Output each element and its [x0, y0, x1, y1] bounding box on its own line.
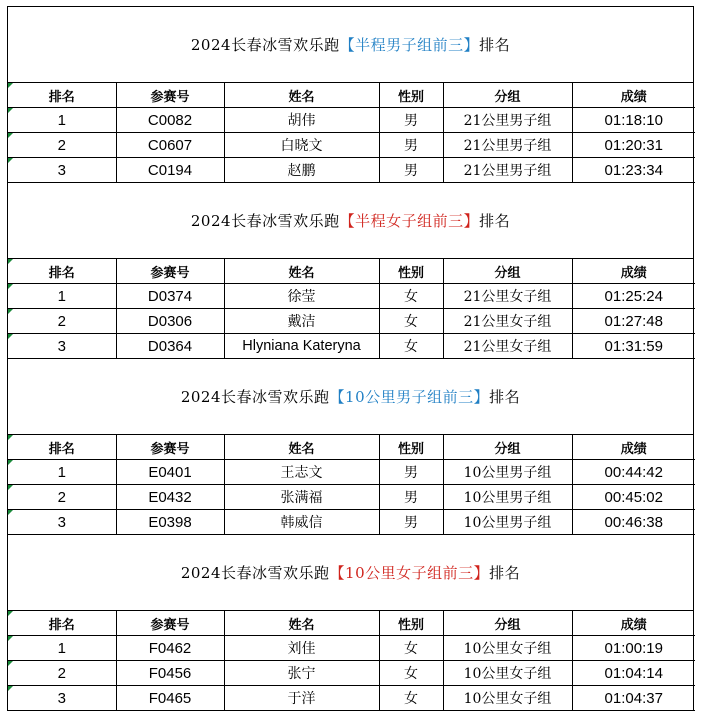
- title-prefix: 2024长春冰雪欢乐跑: [180, 388, 330, 406]
- header-row: [8, 435, 695, 460]
- cell-time: 01:27:48: [572, 309, 695, 334]
- results-sheet: [7, 6, 694, 711]
- cell-group: 21公里男子组: [443, 108, 572, 133]
- header-time: 成绩: [572, 435, 695, 460]
- section-10k-men: [8, 359, 693, 535]
- cell-group: 10公里女子组: [443, 636, 572, 661]
- header-name: 姓名: [224, 435, 379, 460]
- cell-bib: D0364: [116, 334, 224, 359]
- cell-group: 21公里女子组: [443, 334, 572, 359]
- section-title: [8, 7, 693, 83]
- cell-rank: 3: [8, 510, 116, 535]
- cell-bib: C0082: [116, 108, 224, 133]
- results-table: [8, 611, 695, 711]
- title-suffix: 排名: [489, 388, 521, 406]
- section-title: [8, 359, 693, 435]
- cell-gender: 女: [379, 334, 443, 359]
- cell-gender: 男: [379, 108, 443, 133]
- results-table: [8, 259, 695, 359]
- cell-gender: 女: [379, 284, 443, 309]
- header-bib: 参赛号: [116, 435, 224, 460]
- cell-group: 21公里女子组: [443, 309, 572, 334]
- header-time: 成绩: [572, 611, 695, 636]
- cell-bib: D0374: [116, 284, 224, 309]
- cell-group: 10公里女子组: [443, 686, 572, 711]
- cell-bib: E0401: [116, 460, 224, 485]
- cell-gender: 女: [379, 636, 443, 661]
- header-group: 分组: [443, 611, 572, 636]
- cell-gender: 男: [379, 158, 443, 183]
- header-name: 姓名: [224, 611, 379, 636]
- cell-rank: 1: [8, 284, 116, 309]
- cell-rank: 2: [8, 485, 116, 510]
- cell-name: 王志文: [224, 460, 379, 485]
- table-row: [8, 636, 695, 661]
- table-row: [8, 158, 695, 183]
- cell-name: 胡伟: [224, 108, 379, 133]
- cell-name: 于洋: [224, 686, 379, 711]
- cell-name: 张宁: [224, 661, 379, 686]
- cell-rank: 1: [8, 636, 116, 661]
- cell-rank: 2: [8, 133, 116, 158]
- cell-time: 00:45:02: [572, 485, 695, 510]
- cell-time: 01:04:14: [572, 661, 695, 686]
- section-half-marathon-men: [8, 7, 693, 183]
- cell-gender: 男: [379, 485, 443, 510]
- cell-name: Hlyniana Kateryna: [224, 334, 379, 359]
- header-group: 分组: [443, 435, 572, 460]
- cell-group: 10公里男子组: [443, 510, 572, 535]
- header-name: 姓名: [224, 83, 379, 108]
- table-row: [8, 108, 695, 133]
- header-gender: 性别: [379, 259, 443, 284]
- table-row: [8, 686, 695, 711]
- cell-gender: 女: [379, 686, 443, 711]
- cell-rank: 1: [8, 460, 116, 485]
- cell-time: 01:25:24: [572, 284, 695, 309]
- header-group: 分组: [443, 83, 572, 108]
- table-row: [8, 309, 695, 334]
- cell-time: 01:23:34: [572, 158, 695, 183]
- results-table: [8, 83, 695, 183]
- section-title: [8, 535, 693, 611]
- cell-bib: E0432: [116, 485, 224, 510]
- header-row: [8, 83, 695, 108]
- cell-name: 韩威信: [224, 510, 379, 535]
- cell-name: 白晓文: [224, 133, 379, 158]
- cell-time: 01:00:19: [572, 636, 695, 661]
- cell-name: 张满福: [224, 485, 379, 510]
- cell-group: 21公里男子组: [443, 158, 572, 183]
- cell-rank: 2: [8, 661, 116, 686]
- header-group: 分组: [443, 259, 572, 284]
- header-time: 成绩: [572, 259, 695, 284]
- section-10k-women: [8, 535, 693, 711]
- title-bracket: 【半程男子组前三】: [339, 36, 480, 54]
- header-rank: 排名: [8, 259, 116, 284]
- cell-group: 10公里女子组: [443, 661, 572, 686]
- cell-name: 赵鹏: [224, 158, 379, 183]
- header-bib: 参赛号: [116, 83, 224, 108]
- cell-time: 00:44:42: [572, 460, 695, 485]
- cell-bib: E0398: [116, 510, 224, 535]
- header-row: [8, 611, 695, 636]
- cell-group: 21公里女子组: [443, 284, 572, 309]
- cell-gender: 男: [379, 510, 443, 535]
- title-prefix: 2024长春冰雪欢乐跑: [190, 212, 340, 230]
- cell-name: 刘佳: [224, 636, 379, 661]
- table-row: [8, 460, 695, 485]
- title-bracket: 【10公里女子组前三】: [329, 564, 490, 582]
- title-suffix: 排名: [489, 564, 521, 582]
- title-suffix: 排名: [479, 212, 511, 230]
- cell-time: 01:04:37: [572, 686, 695, 711]
- table-row: [8, 334, 695, 359]
- cell-group: 10公里男子组: [443, 485, 572, 510]
- title-suffix: 排名: [479, 36, 511, 54]
- title-prefix: 2024长春冰雪欢乐跑: [180, 564, 330, 582]
- header-rank: 排名: [8, 83, 116, 108]
- cell-group: 10公里男子组: [443, 460, 572, 485]
- cell-group: 21公里男子组: [443, 133, 572, 158]
- results-table: [8, 435, 695, 535]
- cell-name: 戴洁: [224, 309, 379, 334]
- cell-rank: 2: [8, 309, 116, 334]
- title-prefix: 2024长春冰雪欢乐跑: [190, 36, 340, 54]
- cell-bib: F0462: [116, 636, 224, 661]
- header-gender: 性别: [379, 611, 443, 636]
- cell-rank: 3: [8, 686, 116, 711]
- header-gender: 性别: [379, 435, 443, 460]
- table-row: [8, 485, 695, 510]
- cell-rank: 1: [8, 108, 116, 133]
- cell-bib: C0194: [116, 158, 224, 183]
- table-row: [8, 510, 695, 535]
- section-half-marathon-women: [8, 183, 693, 359]
- title-bracket: 【半程女子组前三】: [339, 212, 480, 230]
- table-row: [8, 133, 695, 158]
- header-gender: 性别: [379, 83, 443, 108]
- cell-gender: 女: [379, 309, 443, 334]
- cell-gender: 女: [379, 661, 443, 686]
- cell-bib: F0465: [116, 686, 224, 711]
- cell-time: 01:20:31: [572, 133, 695, 158]
- header-time: 成绩: [572, 83, 695, 108]
- cell-bib: D0306: [116, 309, 224, 334]
- header-bib: 参赛号: [116, 259, 224, 284]
- section-title: [8, 183, 693, 259]
- cell-bib: F0456: [116, 661, 224, 686]
- cell-rank: 3: [8, 334, 116, 359]
- header-bib: 参赛号: [116, 611, 224, 636]
- table-row: [8, 661, 695, 686]
- table-row: [8, 284, 695, 309]
- cell-name: 徐莹: [224, 284, 379, 309]
- cell-gender: 男: [379, 460, 443, 485]
- cell-time: 00:46:38: [572, 510, 695, 535]
- header-name: 姓名: [224, 259, 379, 284]
- title-bracket: 【10公里男子组前三】: [329, 388, 490, 406]
- cell-time: 01:31:59: [572, 334, 695, 359]
- cell-time: 01:18:10: [572, 108, 695, 133]
- cell-gender: 男: [379, 133, 443, 158]
- cell-rank: 3: [8, 158, 116, 183]
- header-rank: 排名: [8, 611, 116, 636]
- header-row: [8, 259, 695, 284]
- header-rank: 排名: [8, 435, 116, 460]
- cell-bib: C0607: [116, 133, 224, 158]
